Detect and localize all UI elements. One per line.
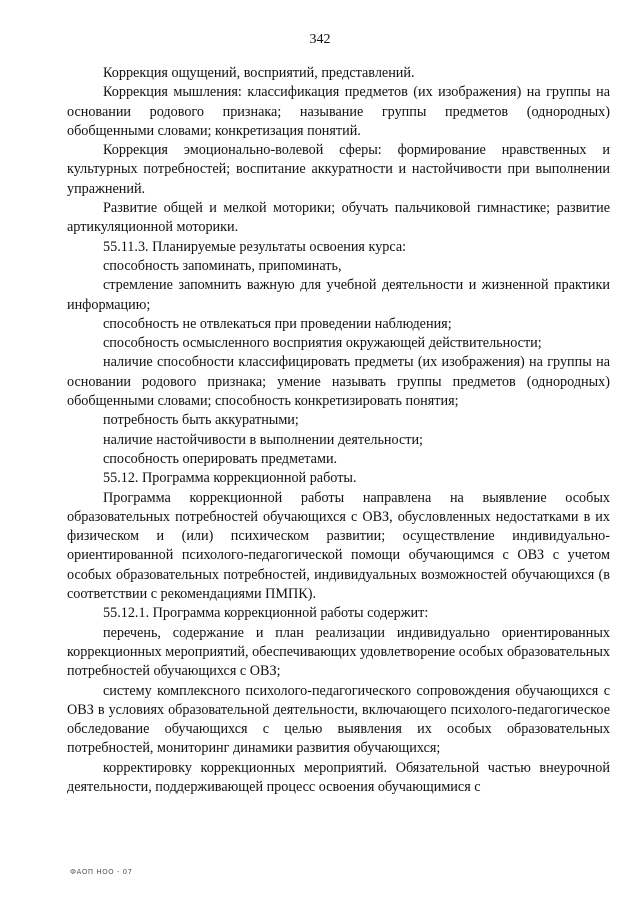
list-item: способность осмысленного восприятия окружающей действительности; — [103, 335, 542, 352]
page-number: 342 — [309, 32, 331, 47]
list-item: стремление запомнить важную для учебной деятельности и жизненной практики информацию; — [67, 277, 610, 313]
document-body — [67, 64, 610, 797]
list-item: способность запоминать, припоминать, — [103, 257, 342, 274]
list-item: наличие способности классифицировать предметы (их изображения) на группы на основании родового признака; умение называть группы предметов (однородных) обобщенными словами; способность конкретизировать понятия; — [67, 354, 610, 410]
list-item: способность не отвлекаться при проведении наблюдения; — [103, 315, 452, 332]
section-heading: 55.12.1. Программа коррекционной работы содержит: — [103, 605, 429, 622]
list-item: способность оперировать предметами. — [103, 450, 338, 467]
paragraph: Коррекция эмоционально-волевой сферы: формирование нравственных и культурных потребностей; воспитание аккуратности и настойчивости при выполнении упражнений. — [67, 142, 610, 197]
list-item: перечень, содержание и план реализации индивидуально ориентированных коррекционных мероприятий, обеспечивающих удовлетворение особых образовательных потребностей обучающихся с ОВЗ; — [67, 624, 610, 680]
paragraph: Коррекция ощущений, восприятий, представлений. — [103, 65, 415, 81]
section-heading: 55.12. Программа коррекционной работы. — [103, 470, 357, 487]
list-item: корректировку коррекционных мероприятий. Обязательной частью внеурочной деятельности, поддерживающей процесс освоения обучающимися с — [67, 759, 610, 795]
list-item: потребность быть аккуратными; — [103, 412, 299, 429]
section-heading: 55.11.3. Планируемые результаты освоения курса: — [103, 238, 407, 255]
paragraph: Программа коррекционной работы направлена на выявление особых образовательных потребностей обучающихся с ОВЗ, обусловленных недостатками в их физическом и (или) психическом развитии; осуществление индивидуально-ориентированной психолого-педагогической помощи обучающимся с ОВЗ с учетом особых образовательных потребностей, индивидуальных возможностей обучающихся (в соответствии с рекомендациями ПМПК). — [67, 489, 610, 603]
list-item: наличие настойчивости в выполнении деятельности; — [103, 431, 423, 448]
paragraph: Коррекция мышления: классификация предметов (их изображения) на группы на основании родового признака; называние группы предметов (однородных) обобщенными словами; конкретизация понятий. — [67, 84, 610, 139]
list-item: систему комплексного психолого-педагогического сопровождения обучающихся с ОВЗ в условиях образовательной деятельности, включающего психолого-педагогическое обследование обучающихся с целью выявления их особых образовательных потребностей, мониторинг динамики развития обучающихся; — [67, 682, 610, 757]
paragraph: Развитие общей и мелкой моторики; обучать пальчиковой гимнастике; развитие артикуляционной моторики. — [67, 200, 610, 236]
footer-mark: ФАОП НОО - 07 — [70, 868, 133, 876]
